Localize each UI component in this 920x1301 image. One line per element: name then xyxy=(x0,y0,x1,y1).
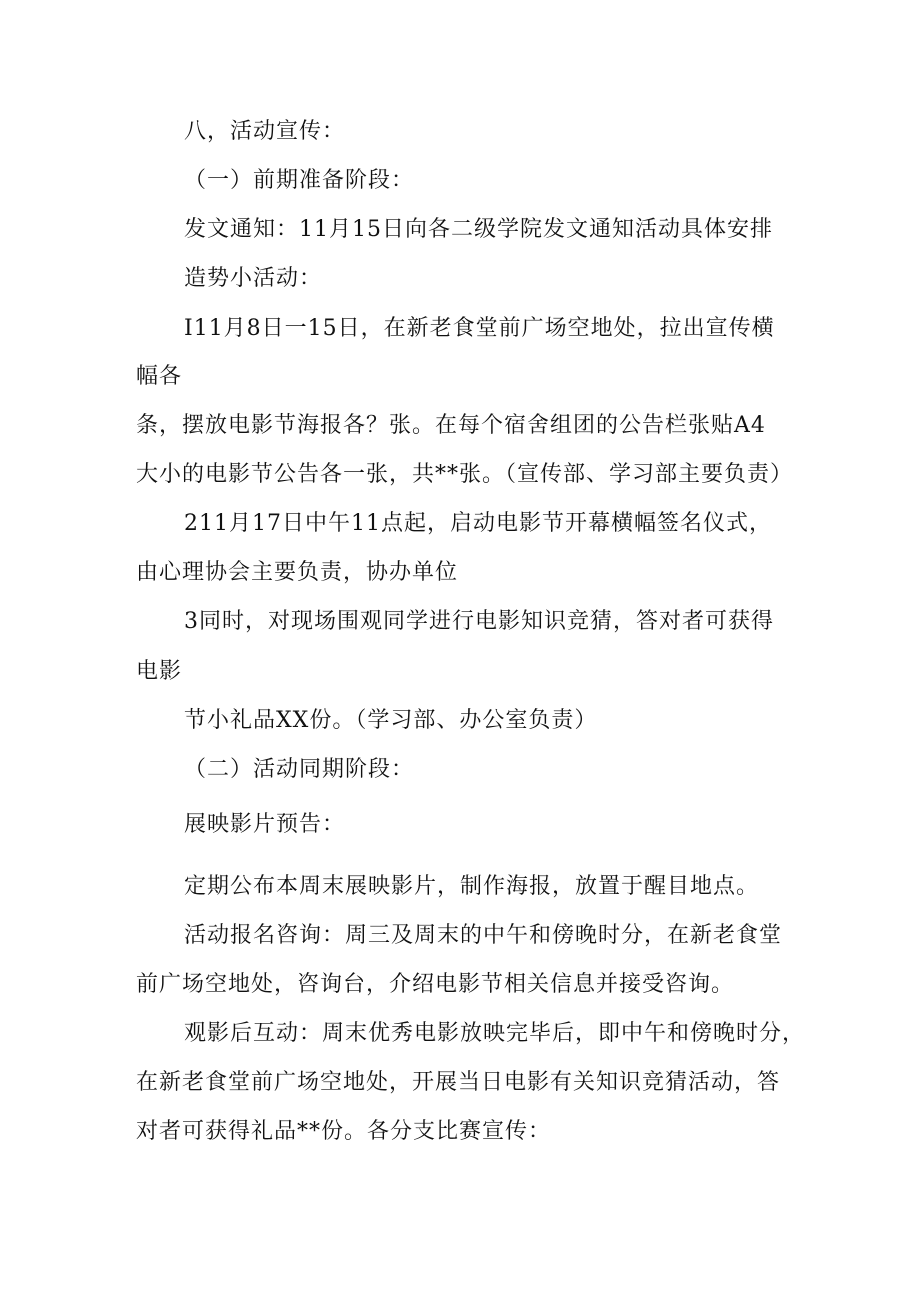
subsection-heading-concurrent: （二）活动同期阶段： xyxy=(184,757,415,782)
paragraph-line: 电影 xyxy=(136,659,183,684)
paragraph-line: 大小的电影节公告各一张，共**张。（宣传部、学习部主要负责） xyxy=(136,462,794,487)
paragraph-line: 211月17日中午11点起，启动电影节开幕横幅签名仪式， xyxy=(184,511,772,536)
paragraph-line: 对者可获得礼品**份。各分支比赛宣传： xyxy=(136,1119,552,1144)
paragraph-line: 在新老食堂前广场空地处，开展当日电影有关知识竞猜活动，答 xyxy=(136,1070,781,1095)
paragraph-line: 造势小活动： xyxy=(184,266,323,291)
paragraph-line: 观影后互动：周末优秀电影放映完毕后，即中午和傍晚时分， xyxy=(184,1021,806,1046)
paragraph-line: 3同时，对现场围观同学进行电影知识竞猜，答对者可获得 xyxy=(184,609,774,634)
paragraph-line: 节小礼品XX份。（学习部、办公室负责） xyxy=(184,708,598,733)
paragraph-line: 前广场空地处，咨询台，介绍电影节相关信息并接受咨询。 xyxy=(136,972,735,997)
paragraph-line: 条，摆放电影节海报各？张。在每个宿舍组团的公告栏张贴A4 xyxy=(136,413,766,438)
paragraph-line: 定期公布本周末展映影片，制作海报，放置于醒目地点。 xyxy=(184,874,760,899)
paragraph-line: 由心理协会主要负责，协办单位 xyxy=(136,560,459,585)
paragraph-line: 发文通知：11月15日向各二级学院发文通知活动具体安排 xyxy=(184,217,773,242)
subsection-heading-preparation: （一）前期准备阶段： xyxy=(184,168,415,193)
paragraph-line: 幅各 xyxy=(136,364,183,389)
paragraph-line: 展映影片预告： xyxy=(184,812,346,837)
paragraph-line: 活动报名咨询：周三及周末的中午和傍晚时分，在新老食堂 xyxy=(184,923,783,948)
paragraph-line: I11月8日一15日，在新老食堂前广场空地处，拉出宣传横 xyxy=(184,316,775,341)
section-heading-publicity: 八，活动宣传： xyxy=(184,119,346,144)
